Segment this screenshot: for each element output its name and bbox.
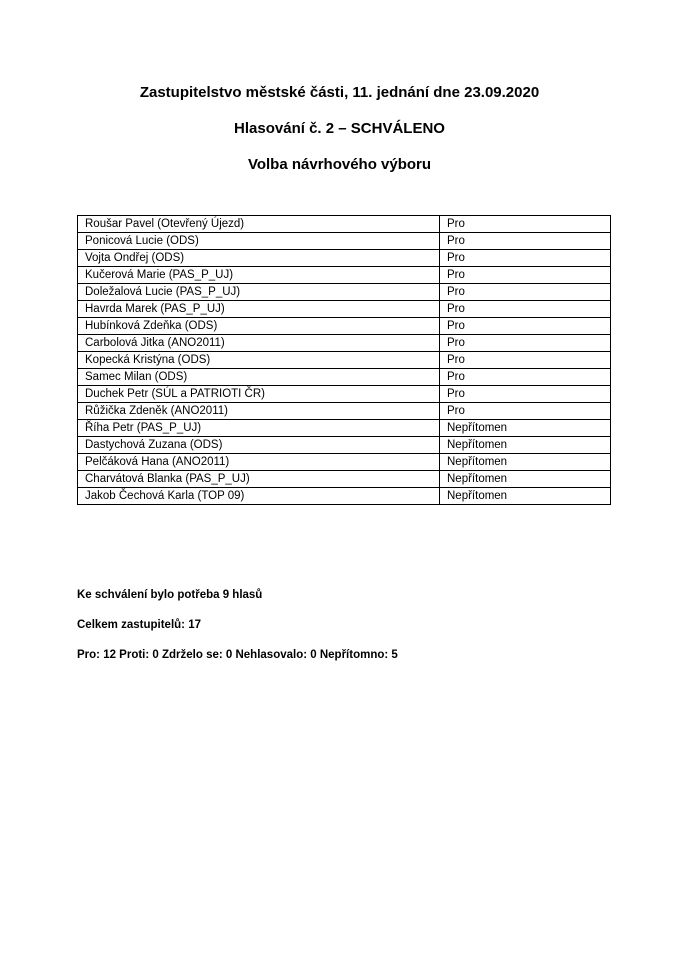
meeting-title: Zastupitelstvo městské části, 11. jednání dne 23.09.2020	[139, 84, 540, 101]
member-name-cell: Říha Petr (PAS_P_UJ)	[78, 420, 440, 437]
vote-cell: Pro	[440, 216, 611, 233]
table-row	[78, 301, 611, 318]
vote-cell: Nepřítomen	[440, 471, 611, 488]
vote-cell: Pro	[440, 318, 611, 335]
member-name-cell: Pelčáková Hana (ANO2011)	[78, 454, 440, 471]
member-name-cell: Dastychová Zuzana (ODS)	[78, 437, 440, 454]
table-row	[78, 250, 611, 267]
vote-cell: Pro	[440, 403, 611, 420]
vote-cell: Pro	[440, 301, 611, 318]
vote-table-body	[78, 216, 611, 505]
vote-cell: Pro	[440, 267, 611, 284]
member-name-cell: Havrda Marek (PAS_P_UJ)	[78, 301, 440, 318]
table-row	[78, 233, 611, 250]
summary-block	[77, 588, 398, 678]
table-row	[78, 369, 611, 386]
member-name-cell: Duchek Petr (SÚL a PATRIOTI ČR)	[78, 386, 440, 403]
vote-cell: Nepřítomen	[440, 454, 611, 471]
vote-cell: Nepřítomen	[440, 420, 611, 437]
table-row	[78, 318, 611, 335]
member-name-cell: Doležalová Lucie (PAS_P_UJ)	[78, 284, 440, 301]
member-name-cell: Samec Milan (ODS)	[78, 369, 440, 386]
member-name-cell: Hubínková Zdeňka (ODS)	[78, 318, 440, 335]
table-row	[78, 471, 611, 488]
member-name-cell: Jakob Čechová Karla (TOP 09)	[78, 488, 440, 505]
vote-cell: Pro	[440, 233, 611, 250]
member-name-cell: Charvátová Blanka (PAS_P_UJ)	[78, 471, 440, 488]
table-row	[78, 335, 611, 352]
vote-cell: Pro	[440, 369, 611, 386]
member-name-cell: Růžička Zdeněk (ANO2011)	[78, 403, 440, 420]
summary-tally: Pro: 12 Proti: 0 Zdrželo se: 0 Nehlasovalo: 0 Nepřítomno: 5	[77, 649, 398, 661]
vote-result-title: Hlasování č. 2 – SCHVÁLENO	[234, 120, 445, 137]
member-name-cell: Ponicová Lucie (ODS)	[78, 233, 440, 250]
table-row	[78, 386, 611, 403]
member-name-cell: Vojta Ondřej (ODS)	[78, 250, 440, 267]
vote-cell: Nepřítomen	[440, 437, 611, 454]
summary-required-votes: Ke schválení bylo potřeba 9 hlasů	[77, 589, 263, 601]
vote-cell: Pro	[440, 335, 611, 352]
summary-total-members: Celkem zastupitelů: 17	[77, 619, 201, 631]
vote-cell: Pro	[440, 386, 611, 403]
vote-cell: Pro	[440, 352, 611, 369]
table-row	[78, 352, 611, 369]
vote-subject-title: Volba návrhového výboru	[247, 156, 432, 173]
member-name-cell: Kučerová Marie (PAS_P_UJ)	[78, 267, 440, 284]
vote-table	[77, 215, 611, 505]
vote-cell: Nepřítomen	[440, 488, 611, 505]
vote-cell: Pro	[440, 250, 611, 267]
vote-cell: Pro	[440, 284, 611, 301]
table-row	[78, 437, 611, 454]
table-row	[78, 284, 611, 301]
member-name-cell: Kopecká Kristýna (ODS)	[78, 352, 440, 369]
member-name-cell: Carbolová Jitka (ANO2011)	[78, 335, 440, 352]
table-row	[78, 454, 611, 471]
table-row	[78, 267, 611, 284]
table-row	[78, 403, 611, 420]
table-row	[78, 420, 611, 437]
table-row	[78, 488, 611, 505]
table-row	[78, 216, 611, 233]
member-name-cell: Roušar Pavel (Otevřený Újezd)	[78, 216, 440, 233]
